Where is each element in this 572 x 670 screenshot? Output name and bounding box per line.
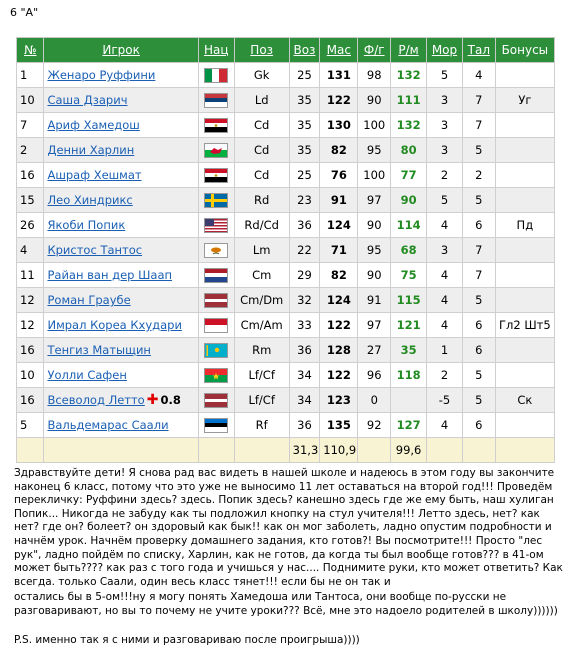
player-morale: 5	[427, 63, 463, 88]
player-name-link[interactable]: Тенгиз Матыщин	[47, 343, 151, 357]
player-number: 2	[17, 138, 44, 163]
header-bonuses: Бонусы	[495, 38, 554, 63]
total-mastery: 110,9	[320, 438, 358, 463]
player-position: Cm	[234, 263, 289, 288]
player-talent: 6	[462, 413, 495, 438]
player-real-mastery: 75	[391, 263, 427, 288]
table-row	[17, 188, 555, 213]
player-form: 100	[358, 163, 391, 188]
usa-flag-icon	[204, 218, 228, 233]
player-bonus	[495, 163, 554, 188]
player-bonus	[495, 138, 554, 163]
player-position: Gk	[234, 63, 289, 88]
player-number: 15	[17, 188, 44, 213]
table-row	[17, 388, 555, 413]
player-age: 25	[289, 163, 320, 188]
player-number: 16	[17, 388, 44, 413]
player-form: 98	[358, 63, 391, 88]
player-name-link[interactable]: Имрал Кореа Кхудари	[47, 318, 182, 332]
header-talent[interactable]: Тал	[462, 38, 495, 63]
header-form[interactable]: Ф/г	[358, 38, 391, 63]
player-talent: 7	[462, 263, 495, 288]
player-position: Cd	[234, 113, 289, 138]
player-form: 95	[358, 138, 391, 163]
player-position: Cd	[234, 163, 289, 188]
table-row	[17, 138, 555, 163]
totals-row	[17, 438, 555, 463]
player-bonus: Уг	[495, 88, 554, 113]
player-position: Rd	[234, 188, 289, 213]
player-bonus	[495, 288, 554, 313]
player-name-link[interactable]: Райан ван дер Шаап	[47, 268, 173, 282]
player-name-link[interactable]: Лео Хиндрикс	[47, 193, 133, 207]
player-real-mastery: 115	[391, 288, 427, 313]
player-mastery: 123	[320, 388, 358, 413]
header-position[interactable]: Поз	[234, 38, 289, 63]
player-form: 91	[358, 288, 391, 313]
player-position: Rd/Cd	[234, 213, 289, 238]
player-position: Ld	[234, 88, 289, 113]
player-real-mastery: 68	[391, 238, 427, 263]
player-real-mastery: 90	[391, 188, 427, 213]
player-form: 90	[358, 88, 391, 113]
player-talent: 6	[462, 213, 495, 238]
player-position: Lf/Cf	[234, 363, 289, 388]
total-real-mastery: 99,6	[391, 438, 427, 463]
player-real-mastery: 132	[391, 113, 427, 138]
player-talent: 6	[462, 338, 495, 363]
player-mastery: 82	[320, 263, 358, 288]
table-row	[17, 313, 555, 338]
egypt-flag-icon	[204, 118, 228, 133]
player-morale: 3	[427, 88, 463, 113]
player-position: Rf	[234, 413, 289, 438]
table-row	[17, 163, 555, 188]
player-number: 26	[17, 213, 44, 238]
player-real-mastery: 77	[391, 163, 427, 188]
player-age: 29	[289, 263, 320, 288]
player-name-link[interactable]: Денни Харлин	[47, 143, 135, 157]
player-mastery: 122	[320, 313, 358, 338]
player-form: 27	[358, 338, 391, 363]
player-name-link[interactable]: Вальдемарас Саали	[47, 418, 169, 432]
table-row	[17, 413, 555, 438]
player-talent: 5	[462, 138, 495, 163]
player-number: 7	[17, 113, 44, 138]
player-mastery: 82	[320, 138, 358, 163]
player-talent: 7	[462, 238, 495, 263]
player-position: Rm	[234, 338, 289, 363]
player-form: 0	[358, 388, 391, 413]
player-position: Cm/Am	[234, 313, 289, 338]
header-num[interactable]: №	[17, 38, 44, 63]
player-mastery: 131	[320, 63, 358, 88]
player-talent: 7	[462, 88, 495, 113]
header-morale[interactable]: Мор	[427, 38, 463, 63]
player-number: 4	[17, 238, 44, 263]
latvia-flag-icon	[204, 293, 228, 308]
latvia-flag-icon	[204, 393, 228, 408]
egypt-flag-icon	[204, 168, 228, 183]
player-bonus	[495, 338, 554, 363]
player-age: 36	[289, 213, 320, 238]
header-nation[interactable]: Нац	[198, 38, 234, 63]
player-position: Lf/Cf	[234, 388, 289, 413]
postscript: P.S. именно так я с ними и разговариваю после проигрыша))))	[14, 634, 360, 646]
indonesia-flag-icon	[204, 318, 228, 333]
player-bonus	[495, 263, 554, 288]
player-number: 12	[17, 288, 44, 313]
table-row	[17, 63, 555, 88]
player-number: 16	[17, 163, 44, 188]
player-mastery: 130	[320, 113, 358, 138]
player-age: 25	[289, 63, 320, 88]
player-age: 23	[289, 188, 320, 213]
player-talent: 5	[462, 363, 495, 388]
player-number: 11	[17, 263, 44, 288]
player-position: Cd	[234, 138, 289, 163]
table-row	[17, 288, 555, 313]
player-age: 36	[289, 338, 320, 363]
player-age: 22	[289, 238, 320, 263]
player-age: 35	[289, 138, 320, 163]
player-real-mastery: 118	[391, 363, 427, 388]
player-form: 95	[358, 238, 391, 263]
header-age[interactable]: Воз	[289, 38, 320, 63]
player-name-link[interactable]: Уолли Сафен	[47, 368, 127, 382]
player-age: 32	[289, 288, 320, 313]
player-form: 100	[358, 113, 391, 138]
estonia-flag-icon	[204, 418, 228, 433]
player-form: 97	[358, 188, 391, 213]
player-number: 12	[17, 313, 44, 338]
player-age: 36	[289, 413, 320, 438]
serbia-flag-icon	[204, 93, 228, 108]
netherlands-flag-icon	[204, 268, 228, 283]
cyprus-flag-icon	[204, 243, 228, 258]
player-mastery: 122	[320, 363, 358, 388]
table-row	[17, 113, 555, 138]
player-real-mastery: 35	[391, 338, 427, 363]
player-number: 16	[17, 338, 44, 363]
message-paragraph: Здравствуйте дети! Я снова рад вас видеть в нашей школе и надеюсь в этом году вы закончите наконец 6 класс, потому что это уже не выносимо 11 лет оставаться на второй год!!! Проведём перекличку: Руффини здесь? здесь. Попик здесь? канешно здесь где же ему быть, наш хулиган Попик... Никогда не забуду как ты подложил кнопку на стул учителя!!! Летто здесь, нет? как нет? где он? болеет? он здоровый как бык!! как он мог заболеть, ладно опустим подробности и начнём урок. Начнём проверку домашнего задания, кто готов?! Вы посмотрите!!! Просто "лес рук", ладно пойдём по списку, Харлин, как не готов, да когда ты был вообще готов??? в 41-ом может быть???? как раз с того года и учишься у нас.... Поднимите руки, кто может ответить? Как всегда. только Саали, один весь класс тянет!!! если бы не он так и	[14, 467, 563, 588]
player-number: 10	[17, 88, 44, 113]
player-morale: 4	[427, 263, 463, 288]
player-talent: 2	[462, 163, 495, 188]
player-number: 1	[17, 63, 44, 88]
player-name-link[interactable]: Женаро Руффини	[47, 68, 156, 82]
table-header-row	[17, 38, 555, 63]
player-talent: 5	[462, 388, 495, 413]
injury-cross-icon: ✚	[146, 392, 159, 408]
player-form: 92	[358, 413, 391, 438]
player-real-mastery: 114	[391, 213, 427, 238]
table-row	[17, 363, 555, 388]
player-morale: 4	[427, 313, 463, 338]
player-real-mastery: 132	[391, 63, 427, 88]
player-bonus	[495, 413, 554, 438]
player-talent: 5	[462, 188, 495, 213]
player-mastery: 122	[320, 88, 358, 113]
player-form: 90	[358, 213, 391, 238]
squad-table	[16, 37, 555, 463]
player-number: 5	[17, 413, 44, 438]
player-real-mastery: 127	[391, 413, 427, 438]
player-bonus: Пд	[495, 213, 554, 238]
player-mastery: 76	[320, 163, 358, 188]
player-morale: 3	[427, 138, 463, 163]
player-morale: 4	[427, 413, 463, 438]
player-name-link[interactable]: Ашраф Хешмат	[47, 168, 142, 182]
player-name-link[interactable]: Всеволод Летто	[47, 393, 145, 407]
player-bonus	[495, 363, 554, 388]
total-age: 31,3	[289, 438, 320, 463]
player-mastery: 135	[320, 413, 358, 438]
player-morale: -5	[427, 388, 463, 413]
player-age: 35	[289, 88, 320, 113]
table-row	[17, 263, 555, 288]
player-mastery: 124	[320, 213, 358, 238]
player-form: 96	[358, 363, 391, 388]
page-title: 6 "А"	[10, 6, 39, 19]
sweden-flag-icon	[204, 193, 228, 208]
player-talent: 4	[462, 63, 495, 88]
player-age: 34	[289, 388, 320, 413]
player-name-link[interactable]: Саша Дзарич	[47, 93, 128, 107]
player-morale: 4	[427, 213, 463, 238]
player-bonus: Ск	[495, 388, 554, 413]
player-age: 35	[289, 113, 320, 138]
player-bonus	[495, 238, 554, 263]
player-talent: 5	[462, 288, 495, 313]
table-row	[17, 88, 555, 113]
player-form: 90	[358, 263, 391, 288]
coach-message	[14, 467, 564, 621]
player-morale: 1	[427, 338, 463, 363]
header-mastery[interactable]: Мас	[320, 38, 358, 63]
player-bonus	[495, 113, 554, 138]
player-real-mastery: 111	[391, 88, 427, 113]
player-bonus	[495, 188, 554, 213]
message-paragraph: остались бы в 5-ом!!!ну я могу понять Хамедоша или Тантоса, они вообще по-русски не разговаривают, но вы то почему не учите уроки??? Всё, мне это надоело родителей в школу))))))	[14, 591, 558, 617]
player-morale: 2	[427, 363, 463, 388]
player-morale: 4	[427, 288, 463, 313]
wales-flag-icon	[204, 143, 228, 158]
player-morale: 3	[427, 238, 463, 263]
player-position: Lm	[234, 238, 289, 263]
player-name-link[interactable]: Роман Граубе	[47, 293, 131, 307]
player-real-mastery: 121	[391, 313, 427, 338]
player-bonus: Гл2 Шт5	[495, 313, 554, 338]
player-bonus	[495, 63, 554, 88]
player-morale: 2	[427, 163, 463, 188]
player-name-link[interactable]: Кристос Тантос	[47, 243, 143, 257]
player-position: Cm/Dm	[234, 288, 289, 313]
player-morale: 3	[427, 113, 463, 138]
header-real-mastery[interactable]: Р/м	[391, 38, 427, 63]
player-name-link[interactable]: Якоби Попик	[47, 218, 126, 232]
player-mastery: 71	[320, 238, 358, 263]
player-name-link[interactable]: Ариф Хамедош	[47, 118, 140, 132]
kazakhstan-flag-icon	[204, 343, 228, 358]
player-real-mastery: 80	[391, 138, 427, 163]
player-age: 34	[289, 363, 320, 388]
player-mastery: 128	[320, 338, 358, 363]
table-row	[17, 238, 555, 263]
player-morale: 5	[427, 188, 463, 213]
table-row	[17, 213, 555, 238]
italy-flag-icon	[204, 68, 228, 83]
injury-value: 0.8	[160, 393, 181, 407]
burkina-flag-icon	[204, 368, 228, 383]
player-real-mastery	[391, 388, 427, 413]
table-row	[17, 338, 555, 363]
player-talent: 7	[462, 113, 495, 138]
player-talent: 6	[462, 313, 495, 338]
header-player[interactable]: Игрок	[44, 38, 198, 63]
player-number: 10	[17, 363, 44, 388]
player-mastery: 91	[320, 188, 358, 213]
player-age: 33	[289, 313, 320, 338]
player-form: 97	[358, 313, 391, 338]
player-mastery: 124	[320, 288, 358, 313]
